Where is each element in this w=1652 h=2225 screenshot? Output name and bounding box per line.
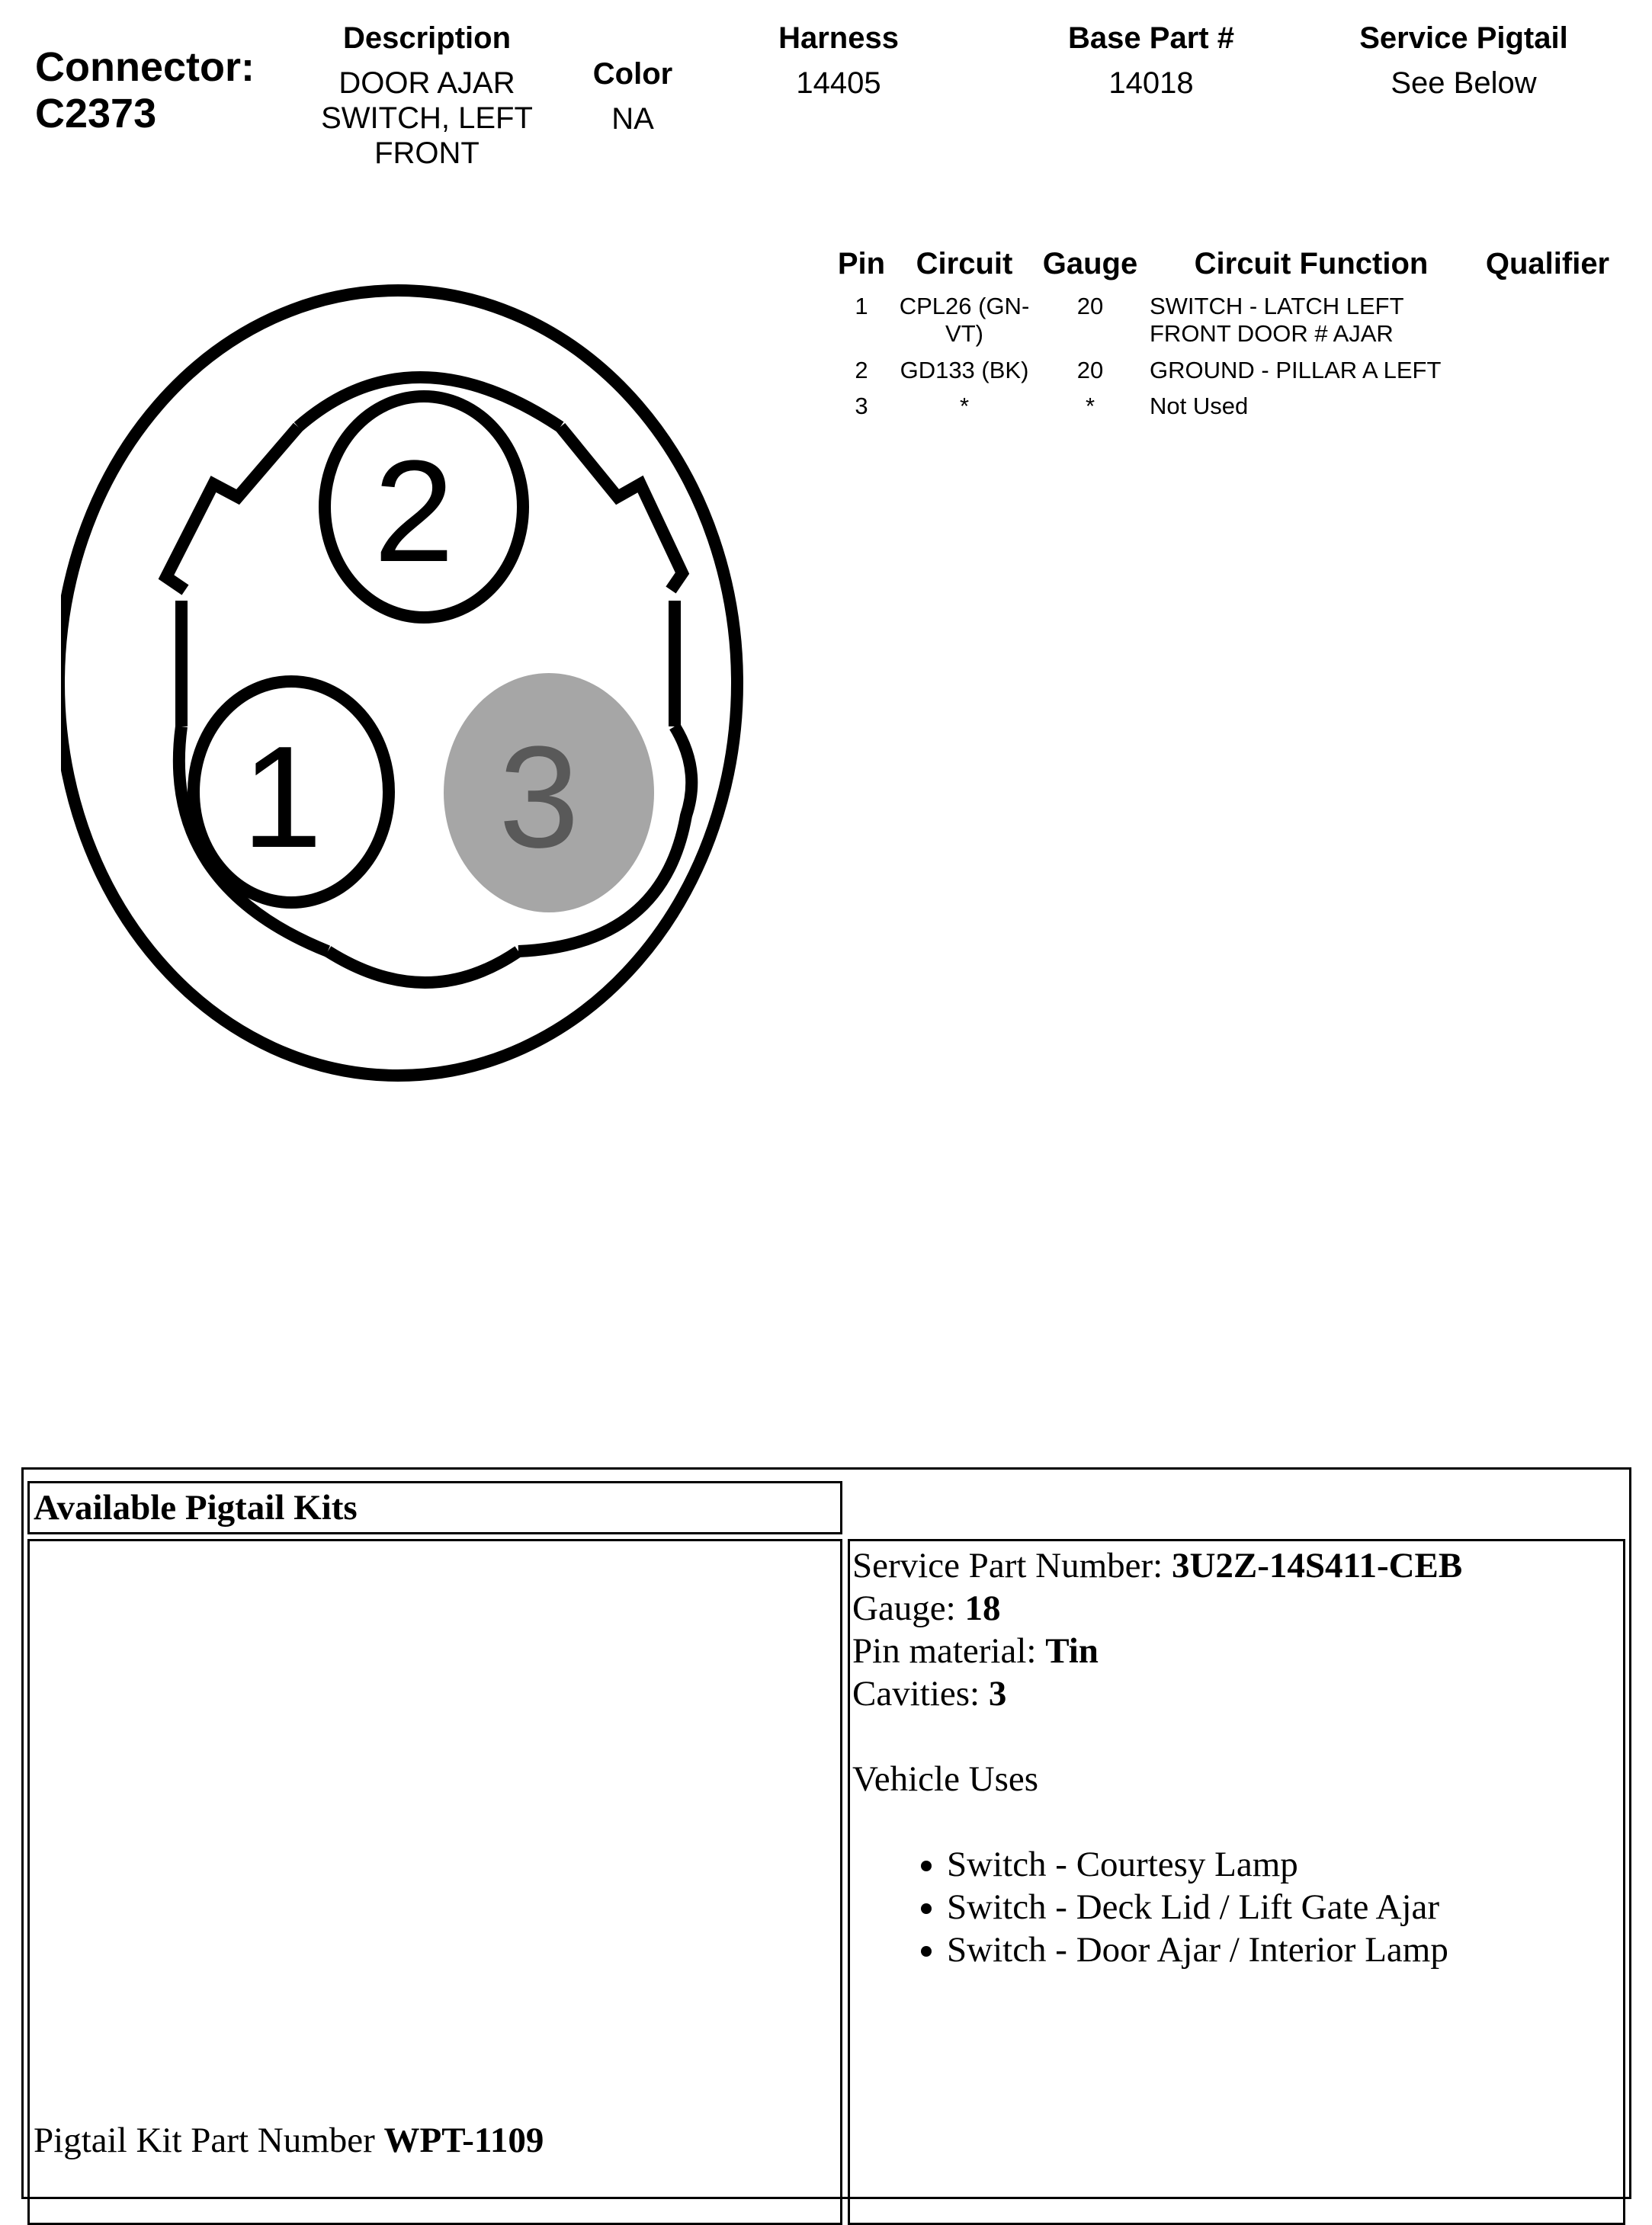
description-header: Description	[342, 21, 512, 55]
pigtail-kits-title: Available Pigtail Kits	[34, 1488, 358, 1528]
pin-row-1-gauge: 20	[1076, 293, 1104, 319]
pin-row-3-gauge: *	[1085, 393, 1095, 419]
cavity-2-label: 2	[374, 431, 454, 592]
service-part-number	[852, 1544, 1462, 1587]
pin-row-3-function: Not Used	[1150, 393, 1249, 419]
pin-row-1-circuit	[892, 293, 1037, 348]
harness-header: Harness	[778, 21, 899, 55]
service-part-label: Service Part Number:	[852, 1546, 1172, 1585]
description-line-3: FRONT	[374, 136, 480, 170]
cavity-1-label: 1	[242, 717, 322, 878]
base-part-value: 14018	[1108, 66, 1194, 100]
connector-face-drawing	[61, 282, 793, 1105]
vehicle-uses-label: Vehicle Uses	[852, 1759, 1039, 1799]
cavity-3-label: 3	[499, 717, 579, 878]
pigtail-gauge-label: Gauge:	[852, 1589, 965, 1628]
pin-row-1-function-line-1: SWITCH - LATCH LEFT	[1150, 293, 1404, 319]
service-part-value: 3U2Z-14S411-CEB	[1171, 1546, 1463, 1585]
pin-material	[852, 1630, 1099, 1672]
vehicle-uses-list	[907, 1843, 1448, 1971]
pin-row-2-pin: 2	[855, 357, 868, 383]
pin-row-2-gauge: 20	[1076, 357, 1104, 383]
cavities-label: Cavities:	[852, 1674, 989, 1714]
pin-row-1-circuit-line-1: CPL26 (GN-	[899, 293, 1030, 319]
pin-row-1-circuit-line-2: VT)	[945, 320, 983, 347]
connector-id: C2373	[35, 91, 157, 136]
kit-part-value: WPT-1109	[383, 2121, 544, 2160]
description-line-1: DOOR AJAR	[338, 66, 515, 100]
pin-row-2-function: GROUND - PILLAR A LEFT	[1150, 357, 1442, 383]
pin-table-header-circuit: Circuit	[916, 247, 1013, 281]
color-value: NA	[611, 102, 654, 136]
pin-row-1-function-line-2: FRONT DOOR # AJAR	[1150, 320, 1394, 347]
cavities-value: 3	[988, 1674, 1007, 1714]
description-value	[290, 66, 564, 171]
pin-row-3-pin: 3	[855, 393, 868, 419]
pin-table-header-gauge: Gauge	[1042, 247, 1138, 281]
vehicle-use-item: • Switch - Door Ajar / Interior Lamp	[947, 1928, 1448, 1971]
color-header: Color	[592, 57, 673, 91]
pin-row-2-circuit: GD133 (BK)	[900, 357, 1029, 383]
cavities-count	[852, 1672, 1006, 1715]
pin-row-3-circuit: *	[959, 393, 970, 419]
service-pigtail-header: Service Pigtail	[1359, 21, 1568, 55]
description-line-2: SWITCH, LEFT	[321, 101, 533, 135]
harness-value: 14405	[796, 66, 881, 100]
kit-part-label: Pigtail Kit Part Number	[34, 2121, 384, 2160]
pigtail-kit-part-number	[34, 2119, 544, 2162]
pin-row-1-pin: 1	[855, 293, 868, 319]
pin-table-header-pin: Pin	[837, 247, 886, 281]
pin-material-value: Tin	[1045, 1631, 1099, 1671]
vehicle-use-item: • Switch - Courtesy Lamp	[947, 1843, 1448, 1886]
pin-row-1-function	[1150, 293, 1470, 348]
base-part-header: Base Part #	[1068, 21, 1234, 55]
pigtail-gauge	[852, 1587, 1000, 1630]
pin-table-header-function: Circuit Function	[1194, 247, 1429, 281]
pin-material-label: Pin material:	[852, 1631, 1046, 1671]
vehicle-use-item: • Switch - Deck Lid / Lift Gate Ajar	[947, 1886, 1448, 1928]
connector-label: Connector:	[35, 44, 255, 90]
pin-table-header-qualifier: Qualifier	[1485, 247, 1610, 281]
pigtail-gauge-value: 18	[964, 1589, 1001, 1628]
service-pigtail-value: See Below	[1391, 66, 1537, 100]
